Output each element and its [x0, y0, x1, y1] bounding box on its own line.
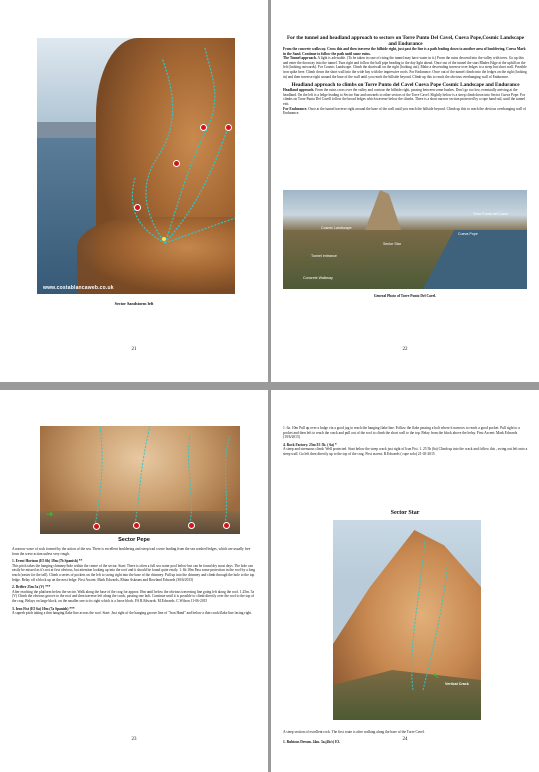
route-marker [173, 160, 180, 167]
paragraph-text: A light is advisable. (To be taken in case of rising the tunnel may have water in it.) From the ruins descend into the valley with trees. Go up this and enter the doorway into the tunnel. Turn right and follow the half pipe heading to the day light ahead. Once out of the tunnel the start Blades Edge at the uphill on the left (looking outwards). For Cosmic Landscape. Climb the shortwall on the right (looking out). Make a descending traverse over ledges to a steep but short wall. Possible iron spike here. Climb down the short wall into the wide bay with the impressive roofs. For Endurance. Once out of the tunnel climb onto the ledges on the right (looking in) and then traverse right around the base of the wall until you reach the hillside beyond. Climb up this to reach the obvious overhanging wall of Endurance. [283, 56, 527, 79]
route-marker [133, 522, 140, 529]
start-marker [162, 237, 166, 241]
photo-label: Tunnel entrance [311, 254, 337, 258]
sector-star-photo [333, 520, 481, 720]
route-lines [40, 426, 240, 534]
route-title: 1. Rubious Dream. 24m. 5a,(4b/c) E3. [283, 740, 341, 744]
route-description: A superb pitch taking a thin hanging flake line across the roof. Start: Just right of the hanging groove line of "Iron Hand" and below a thin crack/flake line facing right. [12, 611, 253, 616]
route-marker [225, 124, 232, 131]
photo-label: Cueva Pope [458, 232, 478, 236]
arrow-icon: ➜ [46, 510, 54, 520]
paragraph-label: For Endurance. [283, 106, 308, 111]
arrow-icon: ↖ [433, 672, 440, 681]
page-21 [0, 0, 268, 382]
section-heading: For the tunnel and headland approach to sectors on Torre Punto Del Cavel, Cueva Pope,Cosmic Landscape and Endurance [286, 35, 525, 47]
route-description: A steep and strenuous climb. Well protected. Start below the steep crack just right of Iron Fist. 1. 25 5b (6a) Climb up into the crack and follow this , swing out left onto a steep wall. Go left then directly up to the top of the crag. First ascent: R.Edwards ( rope solo) 21-03-2015 [283, 447, 528, 456]
photo-label: Vertical Crack [445, 682, 469, 686]
route-marker [223, 522, 230, 529]
photo-label: Torre Punta del Cavel [473, 212, 508, 216]
general-photo [283, 190, 527, 289]
page-number: 23 [131, 737, 137, 742]
page-number: 21 [131, 347, 137, 352]
body-paragraph [283, 88, 528, 106]
watermark: www.costablancaweb.co.uk [43, 285, 114, 291]
section-heading: Headland approach to climbs on Torre Punto del Cavel Cueva Pope Cosmic Landscape and Endurance [291, 82, 520, 89]
route-marker [200, 124, 207, 131]
route-description: This pitch takes the hanging chimney/hole within the centre of the sector. Start: There is often a full sea water pool below but can be found dry most days. The hole can easily be missed as it's not at first obvious, but attention looking up into the roof and it should be found quite easily. 1. 6b 18m Pass some protection in the roof by a long reach (easier for the tall). Climb a series of pockets on the left to swing right into the base of the chimney. Pull up into the chimney and climb through the hole to the top ledge. Belay off a block up on the next ledge. First Ascent: Mark Edwards, Rhian Askeans and Rowland Edwards (30/6/2015) [12, 563, 256, 582]
paragraph-text: From the ruins cross over the valley and contour the hillside right, passing between some bushes. Don't go too low, eventually arriving at the headland. On the left is a ledge leading to Sector Star and onwards to other sectors of the Torre Cavel. Slightly below is a steep climb down into Sector Cueva Pope. For climbs on Torre Punta Del Cavell follow the broad ledges which traverse below the climbs. There is a short narrow section protected by a rope hand rail, until the tunnel exit. [283, 88, 526, 106]
route-description: After reaching the platform below the sector. Walk along the base of the crag for approx 10m until below the obvious traversing line going left along the roof. 1.25m. 5a (V) Climb the obvious groove to the roof and then traverse left along the crack, passing one bolt. Continue until it is possible to climb directly over the roof to the top of the crag. Belays on large block, on the smaller one to its right which is a loose block. FA R.Edwards. M.Edwards. C.Wilson 11-06-2015 [12, 589, 255, 603]
photo-label: Concrete Walkway [303, 276, 333, 280]
page-number: 24 [402, 737, 408, 742]
paragraph-label: The Tunnel approach. [283, 56, 317, 61]
intro-paragraph: A narrow wave of rock formed by the action of the sea. There is excellent bouldering and steep trad crowe leading from the sea washed ledges, which are usually free from the wave action unless very rough. [12, 547, 251, 556]
route-marker [93, 523, 100, 530]
route-lines [333, 520, 481, 720]
route-description: 1. 6a. 10m Pull up over a bulge via a good jug to reach the hanging flake line. Follow the flake passing a bolt where it narrows to reach a good pocket. Pull right to a pocket and then left to reach the crack and pull out of the roof to climb the short wall to the top. Belay from the block above the belay. First Ascent: Mark Edwards (19/6/2015) [283, 426, 520, 440]
route-title: 1. Event Horizon (E5 6b) 18m (7b Spanish) ** [12, 559, 83, 564]
route-title: 2. Drifter 25m 5a (V) *** [12, 585, 51, 590]
sector-pepe-photo [40, 426, 240, 534]
page-number: 22 [402, 347, 408, 352]
paragraph-label: Headland approach. [283, 88, 315, 93]
body-paragraph [283, 107, 528, 116]
photo-caption: A steep section of excellent rock. The first route is after walking along the base of the Torre Cavel. [283, 730, 425, 734]
paragraph-text: Once at the tunnel traverse right around the base of the wall until you reach the hillside beyond. Climb up this to reach the obvious overhanging wall of Endurance. [283, 106, 526, 116]
photo-caption: General Photo of Torre Punto Del Cavel. [373, 294, 437, 298]
section-heading: Sector Star [390, 510, 420, 516]
photo-caption: Sector Sandstorm left [114, 301, 154, 306]
route-marker [188, 522, 195, 529]
route-marker [134, 204, 141, 211]
route-title: 3. Iron Fist (E5 6a) 10m (7a Spanish) *** [12, 606, 75, 611]
page-22 [271, 0, 539, 382]
photo-caption: Sector Pepe [118, 537, 150, 543]
sandstorm-left-photo [37, 38, 235, 294]
body-paragraph: From the concrete walkway. Cross this and then traverse the hillside right, just past the line is a path leading down to another area of bouldering. Cueva Mark in the Sand. Continue to follow the path until some ruins. [283, 47, 526, 56]
body-paragraph [283, 56, 528, 79]
photo-label: Sector Star [383, 242, 401, 246]
page-24 [271, 390, 539, 772]
photo-label: Cosmic Landscape [321, 226, 352, 230]
route-title: 4. Rock Factory. 25m E1 5b. ( 6a) * [283, 442, 337, 447]
page-23 [0, 390, 268, 772]
route-lines [37, 38, 235, 294]
